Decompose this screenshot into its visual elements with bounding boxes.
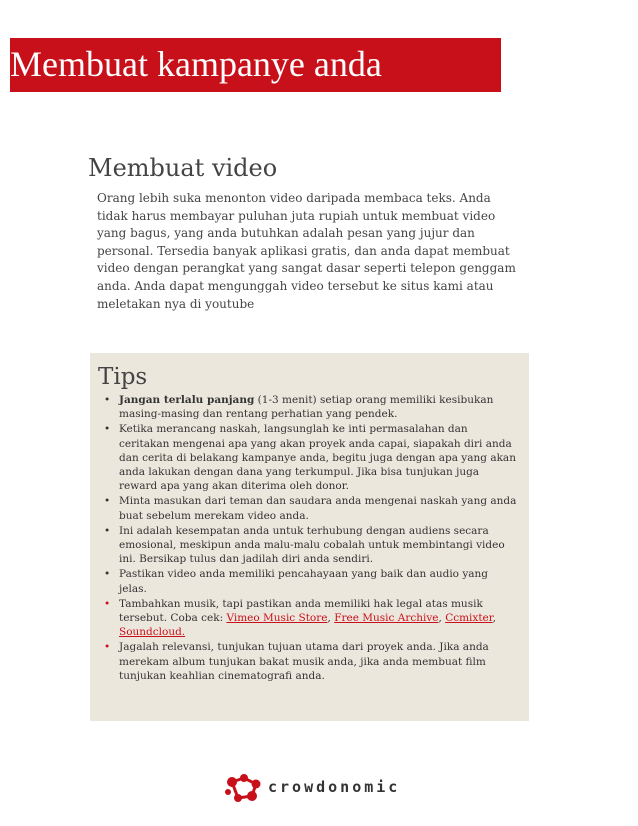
bullet-icon: • — [104, 495, 111, 508]
bullet-icon: • — [104, 568, 111, 581]
tip-text: Ini adalah kesempatan anda untuk terhubung dengan audiens secara emosional, meskipun anda malu-malu cobalah untuk membintangi video ini. Bersikap tulus dan jadilah diri anda sendiri. — [119, 524, 505, 566]
tip-text: (1-3 menit) setiap orang memiliki kesibukan masing-masing dan rentang perhatian yang pendek. — [119, 394, 494, 421]
intro-paragraph — [97, 190, 527, 313]
tips-list — [104, 393, 519, 684]
tip-item — [104, 524, 519, 567]
tip-text: Jagalah relevansi, tunjukan tujuan utama dari proyek anda. Jika anda merekam album tunjukan bakat musik anda, jika anda membuat film tunjukan keahlian cinematografi anda. — [119, 641, 489, 682]
soundcloud-link[interactable]: Soundcloud. — [119, 626, 186, 639]
tip-text: Pastikan video anda memiliki pencahayaan yang baik dan audio yang jelas. — [119, 568, 489, 595]
page-title: Membuat kampanye anda — [10, 44, 382, 84]
tip-text: Ketika merancang naskah, langsunglah ke inti permasalahan dan ceritakan mengenai apa yang akan proyek anda capai, siapakah diri anda dan cerita di belakang kampanye anda, begitu juga dengan apa yang akan anda lakukan dengan dana yang terkumpul. Jika bisa tunjukan juga reward apa yang akan diterima oleh donor. — [119, 423, 516, 493]
intro-line: tidak harus membayar puluhan juta rupiah untuk membuat video — [97, 208, 496, 223]
intro-line: meletakan nya di youtube — [97, 296, 255, 311]
bullet-icon: • — [104, 423, 111, 436]
intro-line: anda. Anda dapat mengunggah video tersebut ke situs kami atau — [97, 278, 494, 293]
bullet-icon: • — [104, 597, 111, 610]
bullet-icon: • — [104, 524, 111, 537]
vimeo-music-store-link[interactable]: Vimeo Music Store — [226, 612, 328, 625]
tip-item: • Tambahkan musik, tapi pastikan anda memiliki hak legal atas musik tersebut. Coba cek: Vimeo Music Store, Free Music Archive, Ccmixter, Soundcloud. — [104, 597, 496, 639]
intro-line: video dengan perangkat yang sangat dasar seperti telepon genggam — [97, 261, 516, 276]
tip-item — [104, 393, 519, 421]
tip-item — [104, 494, 519, 522]
logo-text: crowdonomic — [268, 778, 401, 796]
bullet-icon: • — [104, 394, 111, 406]
tip-item — [104, 567, 519, 595]
tip-item — [104, 422, 519, 493]
intro-line: yang bagus, yang anda butuhkan adalah pesan yang jujur dan — [97, 226, 475, 241]
tips-title: Tips — [98, 364, 148, 390]
tip-text: Minta masukan dari teman dan saudara anda mengenai naskah yang anda buat sebelum merekam video anda. — [119, 495, 517, 522]
intro-line: Orang lebih suka menonton video daripada membaca teks. Anda — [97, 191, 491, 205]
tip-item — [104, 640, 519, 683]
free-music-archive-link[interactable]: Free Music Archive — [334, 612, 439, 625]
bullet-icon: • — [104, 641, 111, 654]
tip-bold-text: Jangan terlalu panjang — [119, 394, 255, 406]
intro-line: personal. Tersedia banyak aplikasi gratis, dan anda dapat membuat — [97, 243, 510, 258]
section-title: Membuat video — [88, 154, 278, 182]
tip-text: Tambahkan musik, tapi pastikan anda memiliki hak legal atas musik tersebut. Coba cek: — [119, 597, 483, 625]
ccmixter-link[interactable]: Ccmixter — [445, 612, 493, 625]
